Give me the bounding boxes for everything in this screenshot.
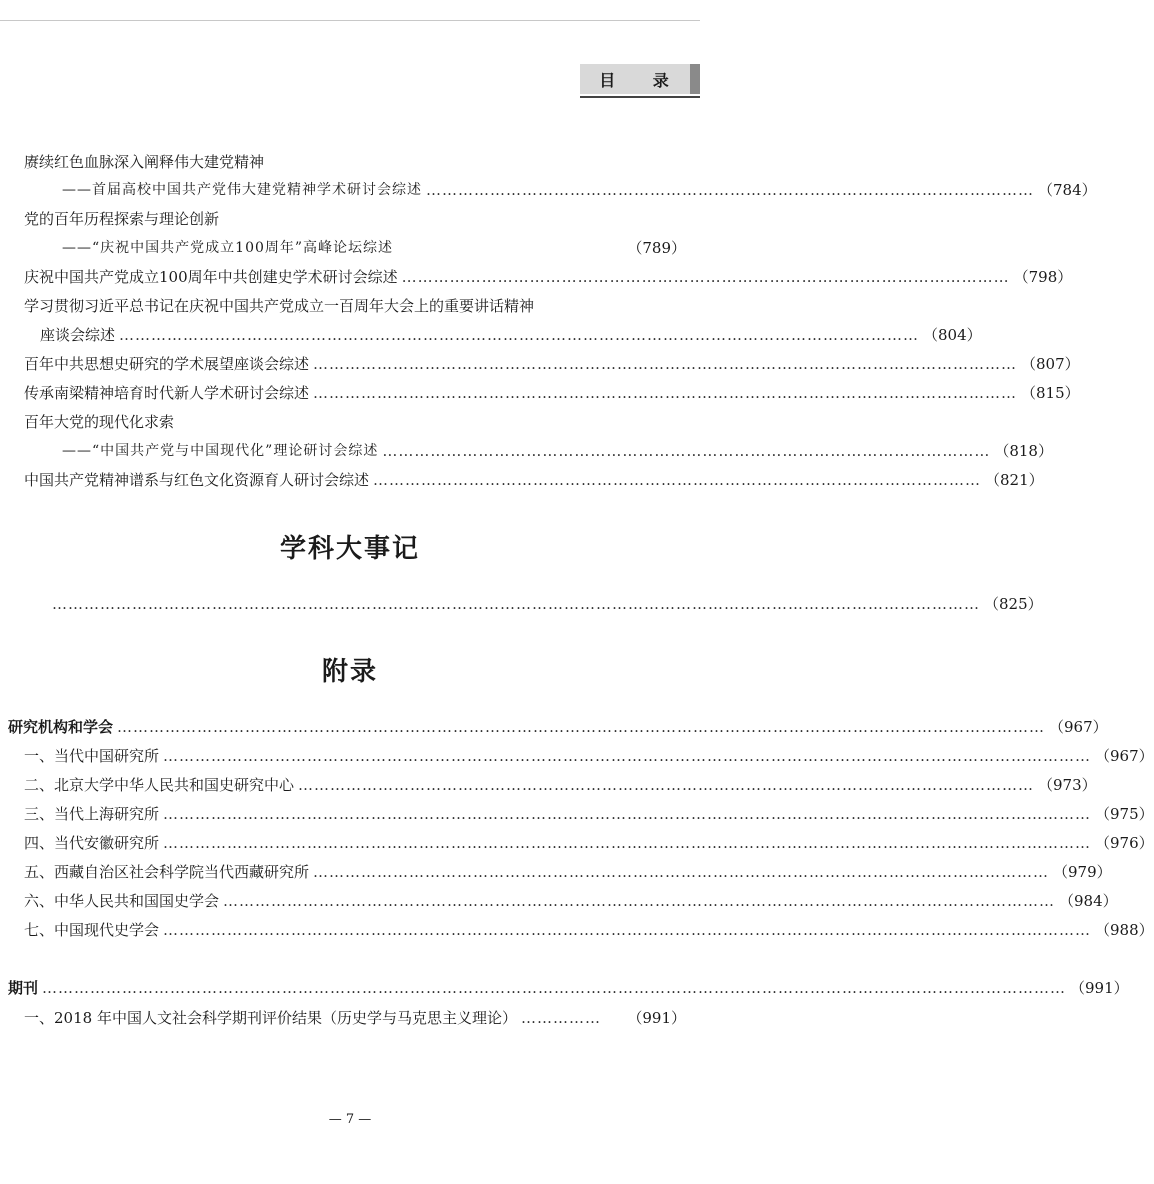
toc-entry[interactable] bbox=[24, 775, 1097, 795]
toc-entry-title: ——首届高校中国共产党伟大建党精神学术研讨会综述 bbox=[62, 182, 422, 198]
toc-page-number: （804） bbox=[923, 326, 982, 344]
toc-entry-title: 一、2018 年中国人文社会科学期刊评价结果（历史学与马克思主义理论） bbox=[24, 1009, 517, 1027]
leader-dots: ………………………………………………………………………………………………………………………………………………………… bbox=[163, 921, 1092, 939]
leader-dots: …………………………………………………………………………………………………… bbox=[373, 471, 982, 489]
toc-entry[interactable] bbox=[24, 383, 1080, 403]
toc-page-number: （967） bbox=[1095, 747, 1154, 765]
toc-entry[interactable] bbox=[24, 804, 1154, 824]
toc-page-number: （991） bbox=[1070, 979, 1129, 997]
header-underline bbox=[580, 96, 700, 98]
toc-entry-title: 六、中华人民共和国国史学会 bbox=[24, 892, 220, 910]
toc-entry-title: ——“庆祝中国共产党成立100周年”高峰论坛综述 bbox=[62, 240, 394, 256]
toc-page-number: （979） bbox=[1053, 863, 1112, 881]
toc-page-number: （825） bbox=[984, 595, 1043, 613]
toc-page-number: （798） bbox=[1013, 268, 1073, 286]
toc-page-number: （789） bbox=[627, 239, 686, 257]
toc-entry-title: 庆祝中国共产党成立100周年中共创建史学术研讨会综述 bbox=[24, 268, 398, 286]
toc-entry[interactable] bbox=[24, 833, 1154, 853]
toc-entry[interactable] bbox=[24, 862, 1112, 882]
toc-page-number: （784） bbox=[1038, 181, 1097, 199]
leader-dots: ………………………………………………………………………………………………………………………………………………………………………… bbox=[42, 979, 1067, 997]
toc-entry-title: 党的百年历程探索与理论创新 bbox=[24, 210, 220, 228]
leader-dots: …………………………………………………………………………………………………………………… bbox=[313, 355, 1018, 373]
header-edge bbox=[690, 64, 700, 94]
toc-entry[interactable] bbox=[24, 746, 1154, 766]
leader-dots: ………………………………………………………………………………………………………………………… bbox=[298, 776, 1035, 794]
leader-dots: ………………………………………………………………………………………………………………………………………………………… bbox=[163, 747, 1092, 765]
section-title-events: 学科大事记 bbox=[279, 534, 420, 564]
toc-entry[interactable] bbox=[40, 325, 982, 345]
toc-entry-title: 七、中国现代史学会 bbox=[24, 921, 160, 939]
leader-dots: ………………………………………………………………………………………………………………………………………… bbox=[223, 892, 1056, 910]
toc-page-number: （821） bbox=[985, 471, 1044, 489]
toc-entry-title: 二、北京大学中华人民共和国史研究中心 bbox=[24, 776, 295, 794]
toc-entry[interactable] bbox=[24, 354, 1080, 374]
toc-entry[interactable] bbox=[62, 441, 1053, 461]
toc-entry[interactable] bbox=[52, 594, 1043, 614]
leader-dots: …………………………………………………………………………………………………… bbox=[382, 442, 991, 460]
toc-page-number: （991） bbox=[627, 1009, 686, 1027]
leader-dots: …………………………………………………………………………………………………………………… bbox=[313, 384, 1018, 402]
toc-page-number: （988） bbox=[1095, 921, 1154, 939]
toc-entry-title: 赓续红色血脉深入阐释伟大建党精神 bbox=[24, 153, 265, 171]
toc-entry-title: 座谈会综述 bbox=[40, 326, 116, 344]
section-title-appendix: 附录 bbox=[321, 657, 378, 687]
toc-group-title: 研究机构和学会 bbox=[8, 718, 114, 736]
leader-dots: …………………………………………………………………………………………………………………………………… bbox=[119, 326, 920, 344]
toc-entry-title: 一、当代中国研究所 bbox=[24, 747, 160, 765]
toc-entry-title: 传承南梁精神培育时代新人学术研讨会综述 bbox=[24, 384, 310, 402]
leader-dots: ………………………………………………………………………………………………………………………………………………………… bbox=[117, 718, 1046, 736]
toc-entry-title: 百年中共思想史研究的学术展望座谈会综述 bbox=[24, 355, 310, 373]
leader-dots: ………………………………………………………………………………………………………………………………………………………… bbox=[163, 805, 1092, 823]
toc-entry[interactable] bbox=[62, 238, 686, 258]
top-rule bbox=[0, 20, 700, 21]
toc-entry-title: 四、当代安徽研究所 bbox=[24, 834, 160, 852]
toc-entry[interactable] bbox=[62, 180, 1097, 200]
leader-dots: ………………………………………………………………………………………………………………………………………………………… bbox=[163, 834, 1092, 852]
toc-entry[interactable] bbox=[24, 1008, 686, 1028]
page-number: — 7 — bbox=[328, 1112, 372, 1127]
toc-entry-title: 中国共产党精神谱系与红色文化资源育人研讨会综述 bbox=[24, 471, 370, 489]
toc-entry[interactable] bbox=[24, 920, 1154, 940]
toc-page-number: （975） bbox=[1095, 805, 1154, 823]
toc-page-number: （984） bbox=[1059, 892, 1118, 910]
toc-entry-title: ——“中国共产党与中国现代化”理论研讨会综述 bbox=[62, 443, 379, 459]
leader-dots: …………………………………………………………………………………………………… bbox=[426, 181, 1034, 199]
leader-dots: …………… bbox=[520, 1009, 601, 1027]
toc-entry[interactable] bbox=[8, 978, 1129, 998]
toc-entry-title: 三、当代上海研究所 bbox=[24, 805, 160, 823]
toc-page-number: （818） bbox=[994, 442, 1053, 460]
toc-page-number: （815） bbox=[1021, 384, 1080, 402]
leader-dots: ………………………………………………………………………………………………………………………… bbox=[313, 863, 1050, 881]
toc-entry[interactable] bbox=[24, 267, 1073, 287]
toc-entry-title: 百年大党的现代化求索 bbox=[24, 413, 175, 431]
leader-dots: ………………………………………………………………………………………………………………………………………………………… bbox=[52, 595, 980, 613]
toc-page-number: （973） bbox=[1038, 776, 1097, 794]
leader-dots: …………………………………………………………………………………………………… bbox=[401, 268, 1010, 286]
toc-entry[interactable] bbox=[24, 891, 1118, 911]
toc-page-number: （807） bbox=[1021, 355, 1080, 373]
toc-entry-title: 五、西藏自治区社会科学院当代西藏研究所 bbox=[24, 863, 310, 881]
toc-entry-title: 学习贯彻习近平总书记在庆祝中国共产党成立一百周年大会上的重要讲话精神 bbox=[24, 297, 535, 315]
toc-group-title: 期刊 bbox=[8, 979, 39, 997]
toc-entry[interactable] bbox=[24, 470, 1044, 490]
header-title: 目 录 bbox=[580, 64, 690, 94]
toc-entry[interactable] bbox=[8, 717, 1108, 737]
toc-page-number: （976） bbox=[1095, 834, 1154, 852]
toc-page-number: （967） bbox=[1049, 718, 1108, 736]
